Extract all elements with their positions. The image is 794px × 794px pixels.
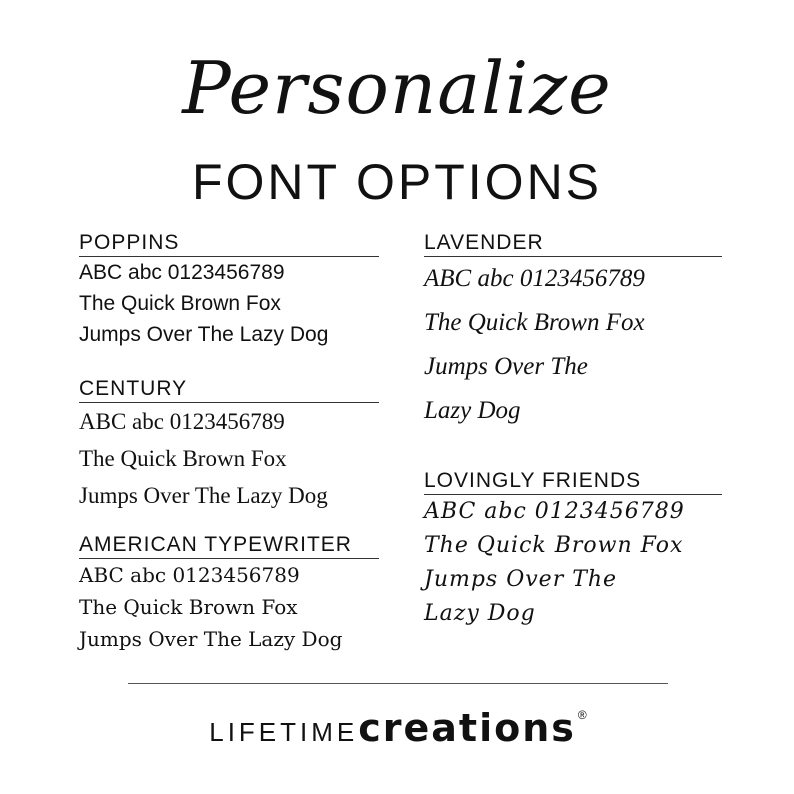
font-sample-line: ABC abc 0123456789: [79, 563, 300, 587]
registered-mark: ®: [577, 708, 587, 722]
brand-logo: [0, 706, 794, 750]
font-sample-line: Jumps Over The Lazy Dog: [79, 483, 328, 508]
font-heading-lavender: LAVENDER: [424, 230, 722, 257]
font-sample-line: The Quick Brown Fox: [79, 292, 281, 315]
font-heading-century: CENTURY: [79, 376, 379, 403]
footer-divider: [128, 683, 668, 684]
font-heading-american-typewriter: AMERICAN TYPEWRITER: [79, 532, 379, 559]
font-heading-poppins: POPPINS: [79, 230, 379, 257]
font-sample-line: ABC abc 0123456789: [79, 409, 285, 434]
font-section-century: [79, 376, 379, 514]
font-sample-line: ABC abc 0123456789: [424, 499, 685, 524]
font-section-lavender: [424, 230, 722, 433]
font-sample-line: ABC abc 0123456789: [424, 265, 645, 292]
font-section-american-typewriter: [79, 532, 379, 655]
page-subtitle: FONT OPTIONS: [191, 154, 603, 210]
brand-name-bold: creations: [358, 706, 576, 750]
font-section-poppins: [79, 230, 379, 350]
font-sample-line: ABC abc 0123456789: [79, 261, 285, 284]
font-sample-line: Jumps Over The Lazy Dog: [79, 323, 329, 346]
font-section-lovingly-friends: [424, 468, 722, 631]
font-sample-line: Jumps Over The: [424, 567, 618, 592]
page-title-script: Personalize: [182, 46, 612, 130]
font-sample-line: The Quick Brown Fox: [424, 309, 645, 336]
brand-name-light: LIFETIME: [209, 717, 359, 747]
font-sample-line: Jumps Over The Lazy Dog: [79, 627, 343, 651]
font-sample-line: Lazy Dog: [424, 601, 536, 626]
font-sample-line: Lazy Dog: [424, 397, 521, 424]
font-sample-line: The Quick Brown Fox: [79, 595, 298, 619]
font-sample-line: The Quick Brown Fox: [79, 446, 287, 471]
font-sample-line: Jumps Over The: [424, 353, 588, 380]
font-sample-line: The Quick Brown Fox: [424, 533, 684, 558]
font-heading-lovingly-friends: LOVINGLY FRIENDS: [424, 468, 722, 495]
